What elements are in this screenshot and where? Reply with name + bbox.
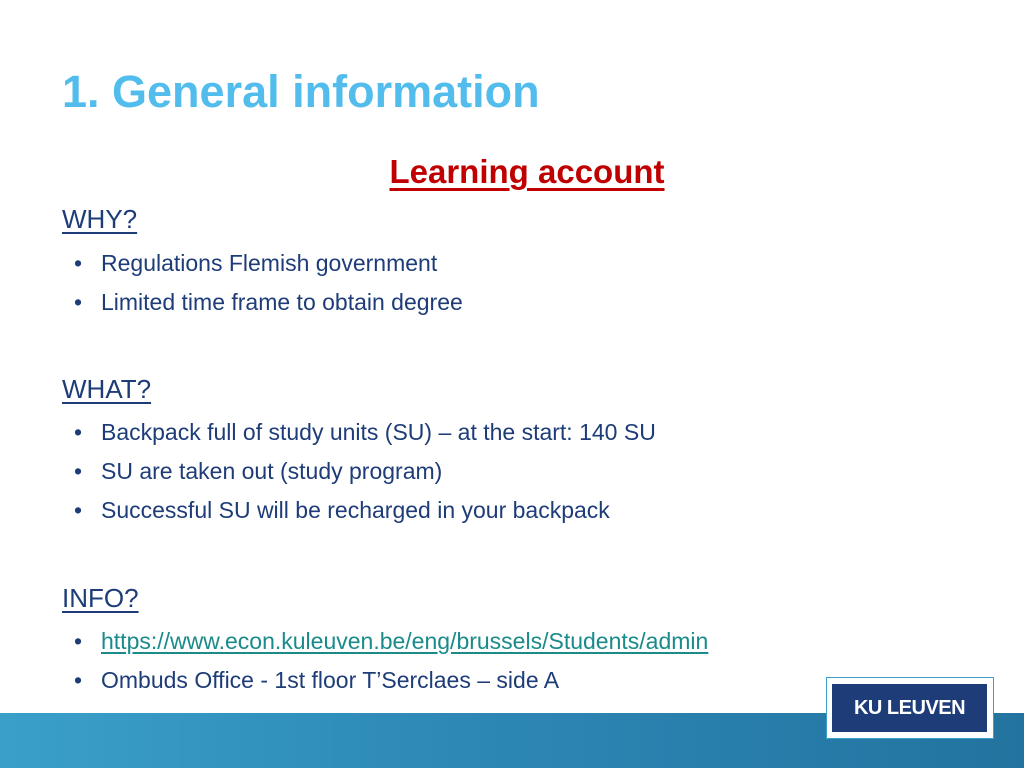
list-item [62, 622, 708, 661]
list-item [62, 413, 656, 452]
what-bullet-list [62, 413, 656, 530]
section-heading-what: WHAT? [62, 374, 152, 404]
logo-text: KU LEUVEN [832, 684, 987, 732]
ku-leuven-logo [826, 677, 994, 739]
section-heading-info: INFO? [62, 583, 139, 613]
bullet-icon: • [74, 250, 83, 276]
info-bullet-list [62, 622, 708, 700]
bullet-text: Backpack full of study units (SU) – at the start: 140 SU [101, 419, 656, 445]
slide-subtitle: Learning account [389, 153, 665, 190]
list-item [62, 244, 463, 283]
bullet-icon: • [74, 289, 83, 315]
why-bullet-list [62, 244, 463, 322]
bullet-icon: • [74, 497, 83, 523]
section-heading-why: WHY? [62, 204, 138, 234]
bullet-text: Successful SU will be recharged in your backpack [101, 497, 610, 523]
bullet-icon: • [74, 628, 83, 654]
list-item [62, 283, 463, 322]
list-item [62, 661, 708, 700]
bullet-text: Ombuds Office - 1st floor T’Serclaes – side A [101, 667, 560, 693]
bullet-text: SU are taken out (study program) [101, 458, 443, 484]
slide-title: 1. General information [62, 66, 540, 117]
bullet-icon: • [74, 419, 83, 445]
list-item [62, 491, 656, 530]
bullet-text: Regulations Flemish government [101, 250, 438, 276]
admin-link[interactable]: https://www.econ.kuleuven.be/eng/brussels/Students/admin [101, 628, 709, 654]
bullet-text: Limited time frame to obtain degree [101, 289, 463, 315]
bullet-icon: • [74, 667, 83, 693]
list-item [62, 452, 656, 491]
bullet-icon: • [74, 458, 83, 484]
